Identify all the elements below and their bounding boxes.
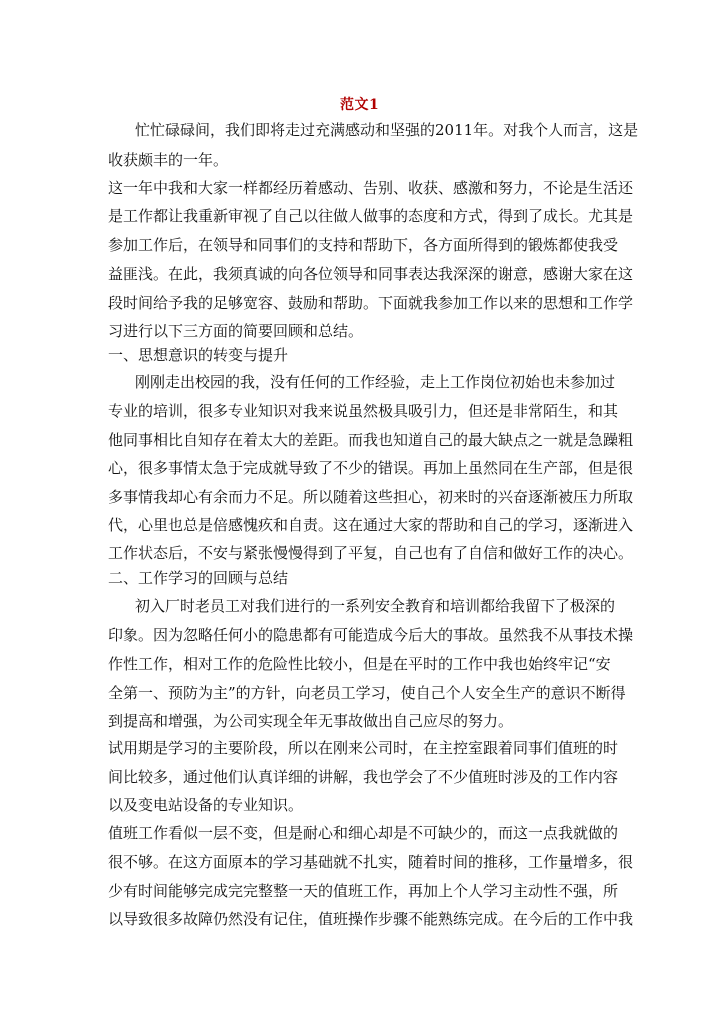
paragraph-line: 这一年中我和大家一样都经历着感动、告别、收获、感激和努力，不论是生活还 bbox=[108, 179, 634, 197]
paragraph-line: 很不够。在这方面原本的学习基础就不扎实，随着时间的推移，工作量增多，很 bbox=[108, 853, 634, 871]
paragraph-line: 是工作都让我重新审视了自己以往做人做事的态度和方式，得到了成长。尤其是 bbox=[108, 207, 634, 225]
paragraph-line: 参加工作后，在领导和同事们的支持和帮助下，各方面所得到的锻炼都使我受 bbox=[108, 236, 619, 254]
paragraph-line: 以及变电站设备的专业知识。 bbox=[108, 796, 304, 814]
paragraph-line: 试用期是学习的主要阶段，所以在刚来公司时，在主控室跟着同事们值班的时 bbox=[108, 739, 619, 757]
paragraph-line: 少有时间能够完成完完整整一天的值班工作，再加上个人学习主动性不强，所 bbox=[108, 882, 619, 900]
paragraph-line: 间比较多，通过他们认真详细的讲解，我也学会了不少值班时涉及的工作内容 bbox=[108, 768, 619, 786]
paragraph-line: 忙忙碌碌间，我们即将走过充满感动和坚强的2011年。对我个人而言，这是 bbox=[135, 121, 639, 139]
paragraph-line: 他同事相比自知存在着太大的差距。而我也知道自己的最大缺点之一就是急躁粗 bbox=[108, 431, 634, 449]
paragraph-line: 值班工作看似一层不变，但是耐心和细心却是不可缺少的，而这一点我就做的 bbox=[108, 824, 619, 842]
paragraph-line: 印象。因为忽略任何小的隐患都有可能造成今后大的事故。虽然我不从事技术操 bbox=[108, 626, 634, 644]
paragraph-line: 专业的培训，很多专业知识对我来说虽然极具吸引力，但还是非常陌生，和其 bbox=[108, 402, 619, 420]
paragraph-line: 收获颇丰的一年。 bbox=[108, 151, 229, 169]
section-heading: 二、工作学习的回顾与总结 bbox=[108, 569, 289, 587]
paragraph-line: 到提高和增强，为公司实现全年无事故做出自己应尽的努力。 bbox=[108, 712, 514, 730]
section-heading: 一、思想意识的转变与提升 bbox=[108, 346, 289, 364]
paragraph-line: 心，很多事情太急于完成就导致了不少的错误。再加上虽然同在生产部，但是很 bbox=[108, 459, 634, 477]
paragraph-line: 初入厂时老员工对我们进行的一系列安全教育和培训都给我留下了极深的 bbox=[135, 597, 616, 615]
paragraph-line: 工作状态后，不安与紧张慢慢得到了平复，自己也有了自信和做好工作的决心。 bbox=[108, 544, 634, 562]
paragraph-line: 刚刚走出校园的我，没有任何的工作经验，走上工作岗位初始也未参加过 bbox=[135, 373, 616, 391]
paragraph-line: 全第一、预防为主”的方针，向老员工学习，使自己个人安全生产的意识不断得 bbox=[108, 684, 626, 702]
paragraph-line: 代，心里也总是倍感愧疚和自责。这在通过大家的帮助和自己的学习，逐渐进入 bbox=[108, 516, 634, 534]
paragraph-line: 段时间给予我的足够宽容、鼓励和帮助。下面就我参加工作以来的思想和工作学 bbox=[108, 294, 634, 312]
paragraph-line: 益匪浅。在此，我须真诚的向各位领导和同事表达我深深的谢意，感谢大家在这 bbox=[108, 265, 634, 283]
paragraph-line: 习进行以下三方面的简要回顾和总结。 bbox=[108, 322, 364, 340]
paragraph-line: 多事情我却心有余而力不足。所以随着这些担心，初来时的兴奋逐渐被压力所取 bbox=[108, 488, 634, 506]
paragraph-line: 作性工作，相对工作的危险性比较小，但是在平时的工作中我也始终牢记“安 bbox=[108, 655, 611, 673]
paragraph-line: 以导致很多故障仍然没有记住，值班操作步骤不能熟练完成。在今后的工作中我 bbox=[108, 910, 634, 928]
page-title: 范文1 bbox=[340, 97, 380, 113]
